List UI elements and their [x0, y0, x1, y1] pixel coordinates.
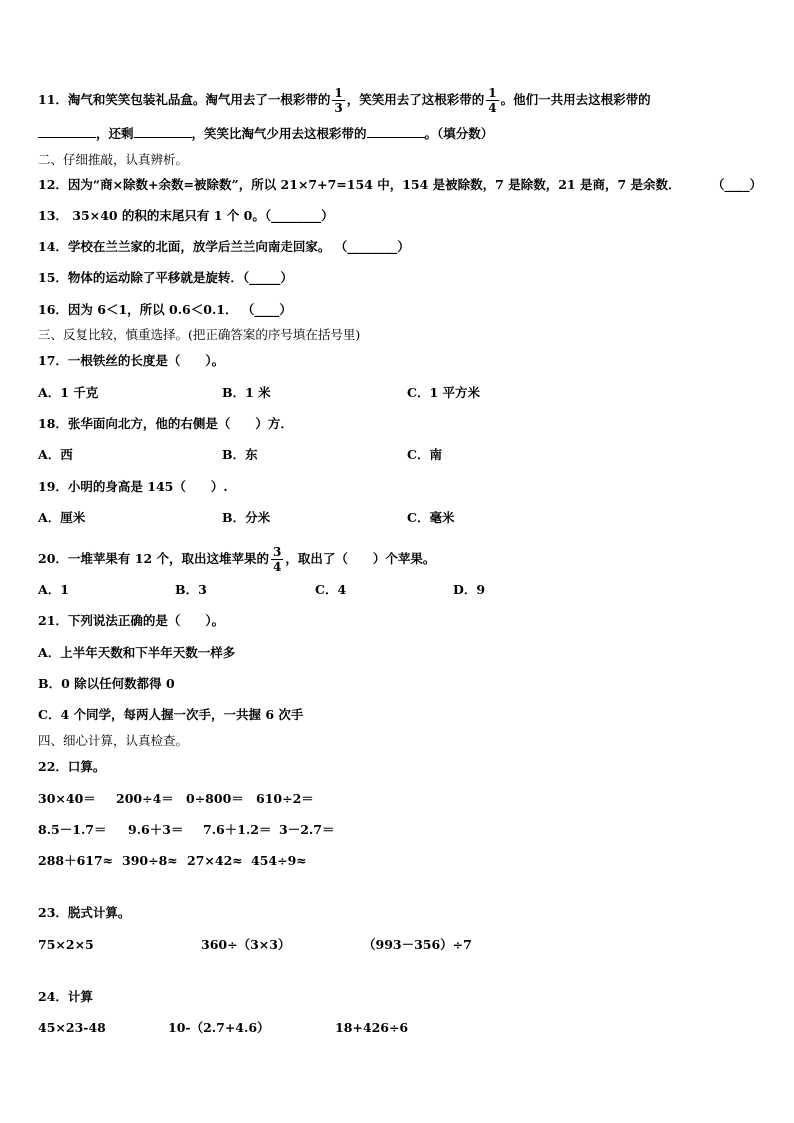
question-24-title: 24．计算 [38, 989, 93, 1004]
question-11-line-2: ，还剩 ，笑笑比淘气少用去这根彩带的 。（填分数） [38, 125, 493, 142]
q19-option-c[interactable]: C．毫米 [407, 510, 455, 525]
q18-option-c[interactable]: C．南 [407, 447, 442, 462]
section-4-heading: 四、细心计算，认真检查。 [38, 733, 189, 748]
q20-option-b[interactable]: B．3 [175, 582, 207, 597]
question-12: 12．因为“商×除数+余数=被除数”，所以 21×7+7=154 中，154 是被除数，7 是除数，21 是商，7 是余数． [38, 177, 681, 192]
mental-calc-item: 610÷2＝ [256, 791, 314, 806]
q18-option-b[interactable]: B．东 [222, 447, 258, 462]
mental-calc-item: 30×40＝ [38, 791, 96, 806]
step-calc-item: 360÷（3×3） [201, 937, 291, 952]
q17-option-b[interactable]: B．1 米 [222, 385, 271, 400]
answer-blank[interactable] [134, 125, 192, 138]
q17-option-a[interactable]: A．1 千克 [38, 385, 99, 400]
q11-text-2: ，笑笑用去了这根彩带的 [346, 92, 485, 107]
question-23-title: 23．脱式计算。 [38, 905, 131, 920]
question-13: 13． 35×40 的积的末尾只有 1 个 0。（________） [38, 208, 334, 223]
question-21: 21．下列说法正确的是（ ）。 [38, 613, 225, 628]
q21-option-a[interactable]: A．上半年天数和下半年天数一样多 [38, 645, 236, 660]
question-18: 18．张华面向北方，他的右侧是（ ）方． [38, 416, 293, 431]
step-calc-item: 75×2×5 [38, 937, 94, 952]
mental-calc-item: 288＋617≈ [38, 853, 114, 868]
step-calc-item: （993－356）÷7 [363, 937, 472, 952]
q20-option-c[interactable]: C．4 [315, 582, 347, 597]
fraction-one-quarter: $\frac{1}{4}$ [488, 86, 497, 115]
fraction-one-third: $\frac{1}{3}$ [334, 86, 343, 115]
mental-calc-item: 9.6＋3＝ [128, 822, 184, 837]
q11-text-1: 11．淘气和笑笑包装礼品盒。淘气用去了一根彩带的 [38, 92, 331, 107]
mental-calc-item: 7.6＋1.2＝ [203, 822, 272, 837]
question-15: 15．物体的运动除了平移就是旋转．（_____） [38, 270, 293, 285]
question-12-answer-paren[interactable]: （____） [712, 177, 763, 192]
mental-calc-item: 390÷8≈ [122, 853, 178, 868]
q18-option-a[interactable]: A．西 [38, 447, 73, 462]
calc-item: 18+426÷6 [335, 1020, 409, 1035]
mental-calc-item: 27×42≈ [187, 853, 243, 868]
answer-blank[interactable] [38, 125, 96, 138]
q20-option-d[interactable]: D．9 [453, 582, 486, 597]
q19-option-b[interactable]: B．分米 [222, 510, 271, 525]
mental-calc-item: 8.5－1.7＝ [38, 822, 107, 837]
mental-calc-item: 0÷800＝ [186, 791, 244, 806]
q21-option-b[interactable]: B．0 除以任何数都得 0 [38, 676, 175, 691]
question-11-line-1 [38, 86, 651, 115]
question-16: 16．因为 6＜1，所以 0.6＜0.1． （____） [38, 302, 292, 317]
question-22-title: 22．口算。 [38, 759, 106, 774]
mental-calc-item: 454÷9≈ [251, 853, 307, 868]
question-17: 17．一根铁丝的长度是（ ）。 [38, 353, 225, 368]
question-20: 20．一堆苹果有 12 个，取出这堆苹果的 $\frac{3}{4}$ ，取出了（ ）个苹果。 [38, 545, 436, 574]
question-14: 14．学校在兰兰家的北面，放学后兰兰向南走回家。 （________） [38, 239, 410, 254]
section-2-heading: 二、仔细推敲，认真辨析。 [38, 152, 189, 167]
q11-text-3: 。他们一共用去这根彩带的 [500, 92, 651, 107]
question-19: 19．小明的身高是 145（ ）. [38, 479, 228, 494]
mental-calc-item: 3－2.7＝ [279, 822, 335, 837]
q20-option-a[interactable]: A．1 [38, 582, 69, 597]
fraction-three-quarters: $\frac{3}{4}$ [273, 545, 282, 574]
calc-item: 45×23-48 [38, 1020, 106, 1035]
q21-option-c[interactable]: C．4 个同学，每两人握一次手，一共握 6 次手 [38, 707, 304, 722]
q19-option-a[interactable]: A．厘米 [38, 510, 86, 525]
q17-option-c[interactable]: C．1 平方米 [407, 385, 480, 400]
section-3-heading: 三、反复比较，慎重选择。(把正确答案的序号填在括号里) [38, 327, 361, 342]
calc-item: 10-（2.7+4.6） [168, 1020, 270, 1035]
answer-blank[interactable] [367, 125, 425, 138]
mental-calc-item: 200÷4＝ [116, 791, 174, 806]
